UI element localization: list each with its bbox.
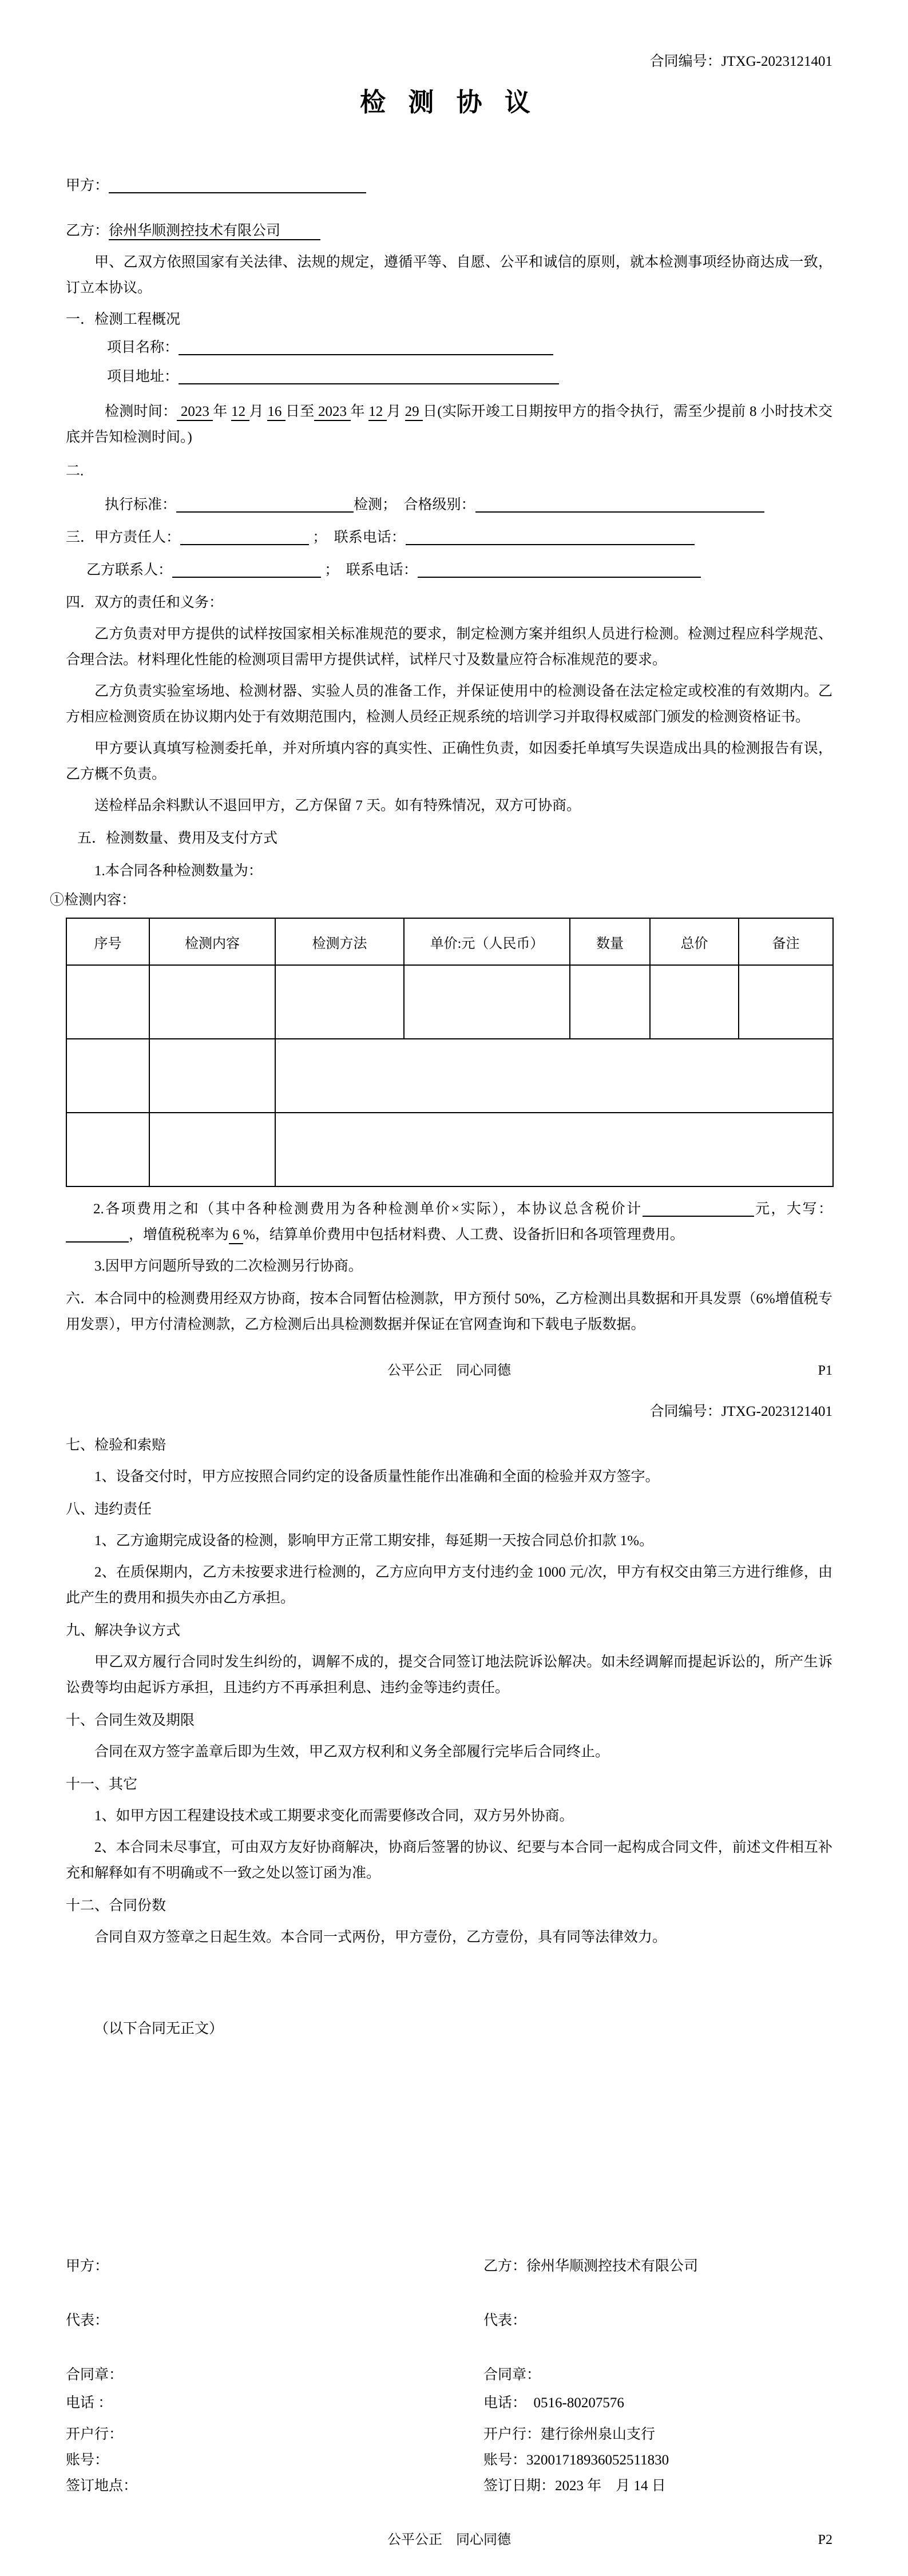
test-time-field (66, 399, 832, 450)
blank-underline (176, 494, 354, 513)
blank-underline (109, 175, 366, 193)
table-row (66, 965, 833, 1039)
table-cell (404, 965, 570, 1039)
signature-field-party-b: 签订日期：2023 年 月 14 日 (483, 2478, 666, 2494)
section-12-heading (66, 1893, 832, 1919)
signature-row (66, 2362, 832, 2388)
footer-motto: 公平公正 同心同德 (387, 1363, 511, 1378)
section-2-heading (66, 458, 832, 484)
blank-underline (172, 559, 321, 578)
dispute-paragraph: 甲乙双方履行合同时发生纠纷的，调解不成的，提交合同签订地法院诉讼解决。如未经调解而提起诉讼的，所产生诉讼费等均由起诉方承担，且违约方不再承担利息、违约金等违约责任。 (66, 1654, 832, 1696)
signature-row (66, 2390, 832, 2416)
section-8-heading (66, 1497, 832, 1522)
underlined-value: 16 (267, 404, 286, 421)
table-cell (275, 1113, 833, 1186)
table-cell (275, 1039, 833, 1113)
table-cell (275, 965, 404, 1039)
table-cell (149, 1113, 275, 1186)
text-segment: 年 (213, 404, 232, 419)
section-9-heading (66, 1618, 832, 1644)
text-segment: %，结算单价费用中包括材料费、人工费、设备折旧和各项管理费用。 (243, 1227, 684, 1243)
party-a-line (66, 173, 832, 199)
signature-row (66, 2447, 832, 2473)
text-segment: 项目地址： (107, 369, 179, 384)
signature-field-party-a: 合同章： (66, 2367, 124, 2383)
underlined-value: 2023 (314, 404, 350, 421)
text-segment: 九、解决争议方式 (66, 1623, 181, 1638)
text-segment: 二. (66, 463, 84, 479)
text-segment: 一．检测工程概况 (66, 312, 181, 327)
text-segment: 日(实际开竣工日期按甲方的指令执行，需至少提前 8 小时技术交底并告知检测时间。) (66, 404, 832, 445)
test-content-table (66, 918, 834, 1187)
text-segment: 月 (386, 404, 405, 419)
text-segment: 月 (249, 404, 268, 419)
standard-field (66, 492, 832, 518)
page-number: P1 (818, 1363, 832, 1378)
text-segment: 项目名称： (107, 340, 179, 355)
table-header-cell: 检测内容 (149, 918, 275, 965)
duty-paragraph-1: 乙方负责对甲方提供的试样按国家相关标准规范的要求，制定检测方案并组织人员进行检测。检测过程应科学规范、合理合法。材料理化性能的检测项目需甲方提供试样，试样尺寸及数量应符合标准规范的要求。 (66, 626, 832, 668)
duty-paragraph-2: 乙方负责实验室场地、检测材器、实验人员的准备工作，并保证使用中的检测设备在法定检定或校准的有效期内。乙方相应检测资质在协议期内处于有效期范围内，检测人员经正规系统的培训学习并取得权威部门颁发的检测资格证书。 (66, 684, 832, 725)
underlined-value: 12 (231, 404, 249, 421)
text-segment: 检测； 合格级别： (354, 497, 475, 513)
signature-field-party-b: 乙方：徐州华顺测控技术有限公司 (483, 2259, 699, 2274)
signature-row (66, 2308, 832, 2333)
table-cell (739, 965, 833, 1039)
blank-underline (180, 527, 309, 545)
blank-underline (66, 1224, 129, 1243)
footer-motto: 公平公正 同心同德 (387, 2533, 511, 2547)
table-cell (66, 1113, 149, 1186)
second-test-paragraph: 3.因甲方问题所导致的二次检测另行协商。 (94, 1259, 363, 1274)
section-1-heading (66, 307, 832, 332)
test-content-label (50, 887, 832, 913)
table-header-cell: 单价:元（人民币） (404, 918, 570, 965)
section-6-paragraph: 六．本合同中的检测费用经双方协商，按本合同暂估检测款，甲方预付 50%，乙方检测出具数据和开具发票（6%增值税专用发票），甲方付清检测款，乙方检测后出具检测数据并保证在官网查询和下载电子版数据。 (66, 1291, 832, 1332)
duty-paragraph-3: 甲方要认真填写检测委托单，并对所填内容的真实性、正确性负责，如因委托单填写失误造成出具的检测报告有误，乙方概不负责。 (66, 741, 832, 782)
signature-field-party-a: 电话 ： (66, 2395, 113, 2411)
table-header-cell: 检测方法 (275, 918, 404, 965)
underlined-value: 29 (405, 404, 423, 421)
signature-field-party-b: 账号：32001718936052511830 (483, 2452, 669, 2468)
text-segment: ； 联系电话： (309, 530, 406, 545)
signature-row (66, 2473, 832, 2499)
section-5-heading (66, 825, 832, 851)
text-segment: 十、合同生效及期限 (66, 1713, 195, 1728)
text-segment: 检测时间： (105, 404, 177, 419)
section-10-heading (66, 1708, 832, 1733)
table-row (66, 1039, 833, 1113)
party-b-contact (66, 557, 832, 583)
blank-underline (643, 1198, 754, 1217)
table-cell (66, 965, 149, 1039)
table-cell (66, 1039, 149, 1113)
text-segment: ，增值税税率为 (129, 1227, 229, 1243)
text-segment: 十二、合同份数 (66, 1898, 166, 1914)
blank-underline (475, 494, 764, 513)
section-4-heading (66, 590, 832, 616)
blank-underline (406, 527, 695, 545)
no-more-text-note: （以下合同无正文） (94, 2021, 224, 2037)
page-title: 检 测 协 议 (360, 88, 538, 117)
text-segment: 乙方： (66, 223, 109, 239)
quantity-intro: 1.本合同各种检测数量为： (94, 863, 263, 879)
breach-paragraph-1: 1、乙方逾期完成设备的检测，影响甲方正常工期安排，每延期一天按合同总价扣款 1%。 (94, 1533, 654, 1549)
text-segment: 乙方联系人： (86, 562, 173, 578)
page2-footer (66, 2527, 832, 2553)
table-cell (149, 1039, 275, 1113)
text-segment: 年 (350, 404, 369, 419)
page1-footer (66, 1358, 832, 1384)
breach-paragraph-2: 2、在质保期内，乙方未按要求进行检测的，乙方应向甲方支付违约金 1000 元/次，甲方有权交由第三方进行维修，由此产生的费用和损失亦由乙方承担。 (66, 1565, 832, 1606)
signature-field-party-b: 开户行：建行徐州泉山支行 (483, 2427, 656, 2442)
party-b-line (66, 218, 832, 244)
text-segment: 2.各项费用之和（其中各种检测费用为各种检测单价×实际），本协议总含税价计 (93, 1201, 643, 1217)
signature-field-party-a: 签订地点： (66, 2478, 138, 2494)
underlined-value: 2023 (177, 404, 213, 421)
page-number: P2 (818, 2533, 832, 2547)
signature-field-party-b: 电话： 0516-80207576 (483, 2395, 624, 2411)
contract-number-p1: 合同编号：JTXG-2023121401 (649, 54, 832, 69)
text-segment: 元，大写： (754, 1201, 832, 1217)
table-row (66, 1113, 833, 1186)
text-segment: 执行标准： (105, 497, 177, 513)
section-11-heading (66, 1772, 832, 1797)
text-segment: 五．检测数量、费用及支付方式 (77, 831, 278, 846)
signature-field-party-a: 甲方： (66, 2259, 109, 2274)
text-segment: 七、检验和索赔 (66, 1438, 166, 1453)
table-header-cell: 序号 (66, 918, 149, 965)
other-paragraph-2: 2、本合同未尽事宜，可由双方友好协商解决，协商后签署的协议、纪要与本合同一起构成合同文件，前述文件相互补充和解释如有不明确或不一致之处以签订函为准。 (66, 1840, 832, 1881)
text-segment: 日至 (285, 404, 315, 419)
table-cell (149, 965, 275, 1039)
text-segment: 八、违约责任 (66, 1502, 152, 1517)
copies-paragraph: 合同自双方签章之日起生效。本合同一式两份，甲方壹份，乙方壹份，具有同等法律效力。 (94, 1930, 667, 1945)
underlined-value: 12 (368, 404, 387, 421)
signature-row (66, 2422, 832, 2447)
table-cell (650, 965, 739, 1039)
project-address-field (66, 364, 832, 390)
other-paragraph-1: 1、如甲方因工程建设技术或工期要求变化而需要修改合同，双方另外协商。 (94, 1808, 574, 1824)
section-7-heading (66, 1432, 832, 1458)
underlined-value: 6 (229, 1227, 243, 1244)
signature-field-party-b: 代表： (483, 2313, 527, 2328)
text-segment: 四．双方的责任和义务： (66, 595, 224, 610)
inspection-paragraph: 1、设备交付时，甲方应按照合同约定的设备质量性能作出准确和全面的检验并双方签字。 (94, 1469, 660, 1485)
section-3-party-a-contact (66, 525, 832, 550)
text-segment: 三．甲方责任人： (66, 530, 181, 545)
table-header-cell: 总价 (650, 918, 739, 965)
blank-underline (179, 337, 553, 355)
fee-sum-paragraph (66, 1196, 832, 1248)
duty-paragraph-4: 送检样品余料默认不退回甲方，乙方保留 7 天。如有特殊情况，双方可协商。 (94, 798, 581, 813)
text-segment: ①检测内容： (50, 892, 136, 908)
underlined-value: 徐州华顺测控技术有限公司 (109, 223, 320, 240)
text-segment: 十一、其它 (66, 1777, 138, 1792)
table-header-cell: 备注 (739, 918, 833, 965)
blank-underline (418, 559, 701, 578)
project-name-field (66, 335, 832, 360)
blank-underline (179, 366, 559, 384)
signature-field-party-a: 开户行： (66, 2427, 124, 2442)
validity-paragraph: 合同在双方签字盖章后即为生效，甲乙双方权利和义务全部履行完毕后合同终止。 (94, 1744, 610, 1760)
text-segment: 甲方： (66, 178, 109, 193)
text-segment: ； 联系电话： (321, 562, 418, 578)
table-cell (570, 965, 650, 1039)
signature-block (66, 2253, 832, 2499)
preamble-paragraph: 甲、乙双方依照国家有关法律、法规的规定，遵循平等、自愿、公平和诚信的原则，就本检测事项经协商达成一致，订立本协议。 (66, 255, 832, 296)
signature-row (66, 2253, 832, 2279)
contract-number-p2: 合同编号：JTXG-2023121401 (649, 1404, 832, 1419)
signature-field-party-a: 账号： (66, 2452, 109, 2468)
signature-field-party-a: 代表： (66, 2313, 109, 2328)
table-header-cell: 数量 (570, 918, 650, 965)
signature-field-party-b: 合同章： (483, 2367, 541, 2383)
document-page (0, 49, 908, 2576)
